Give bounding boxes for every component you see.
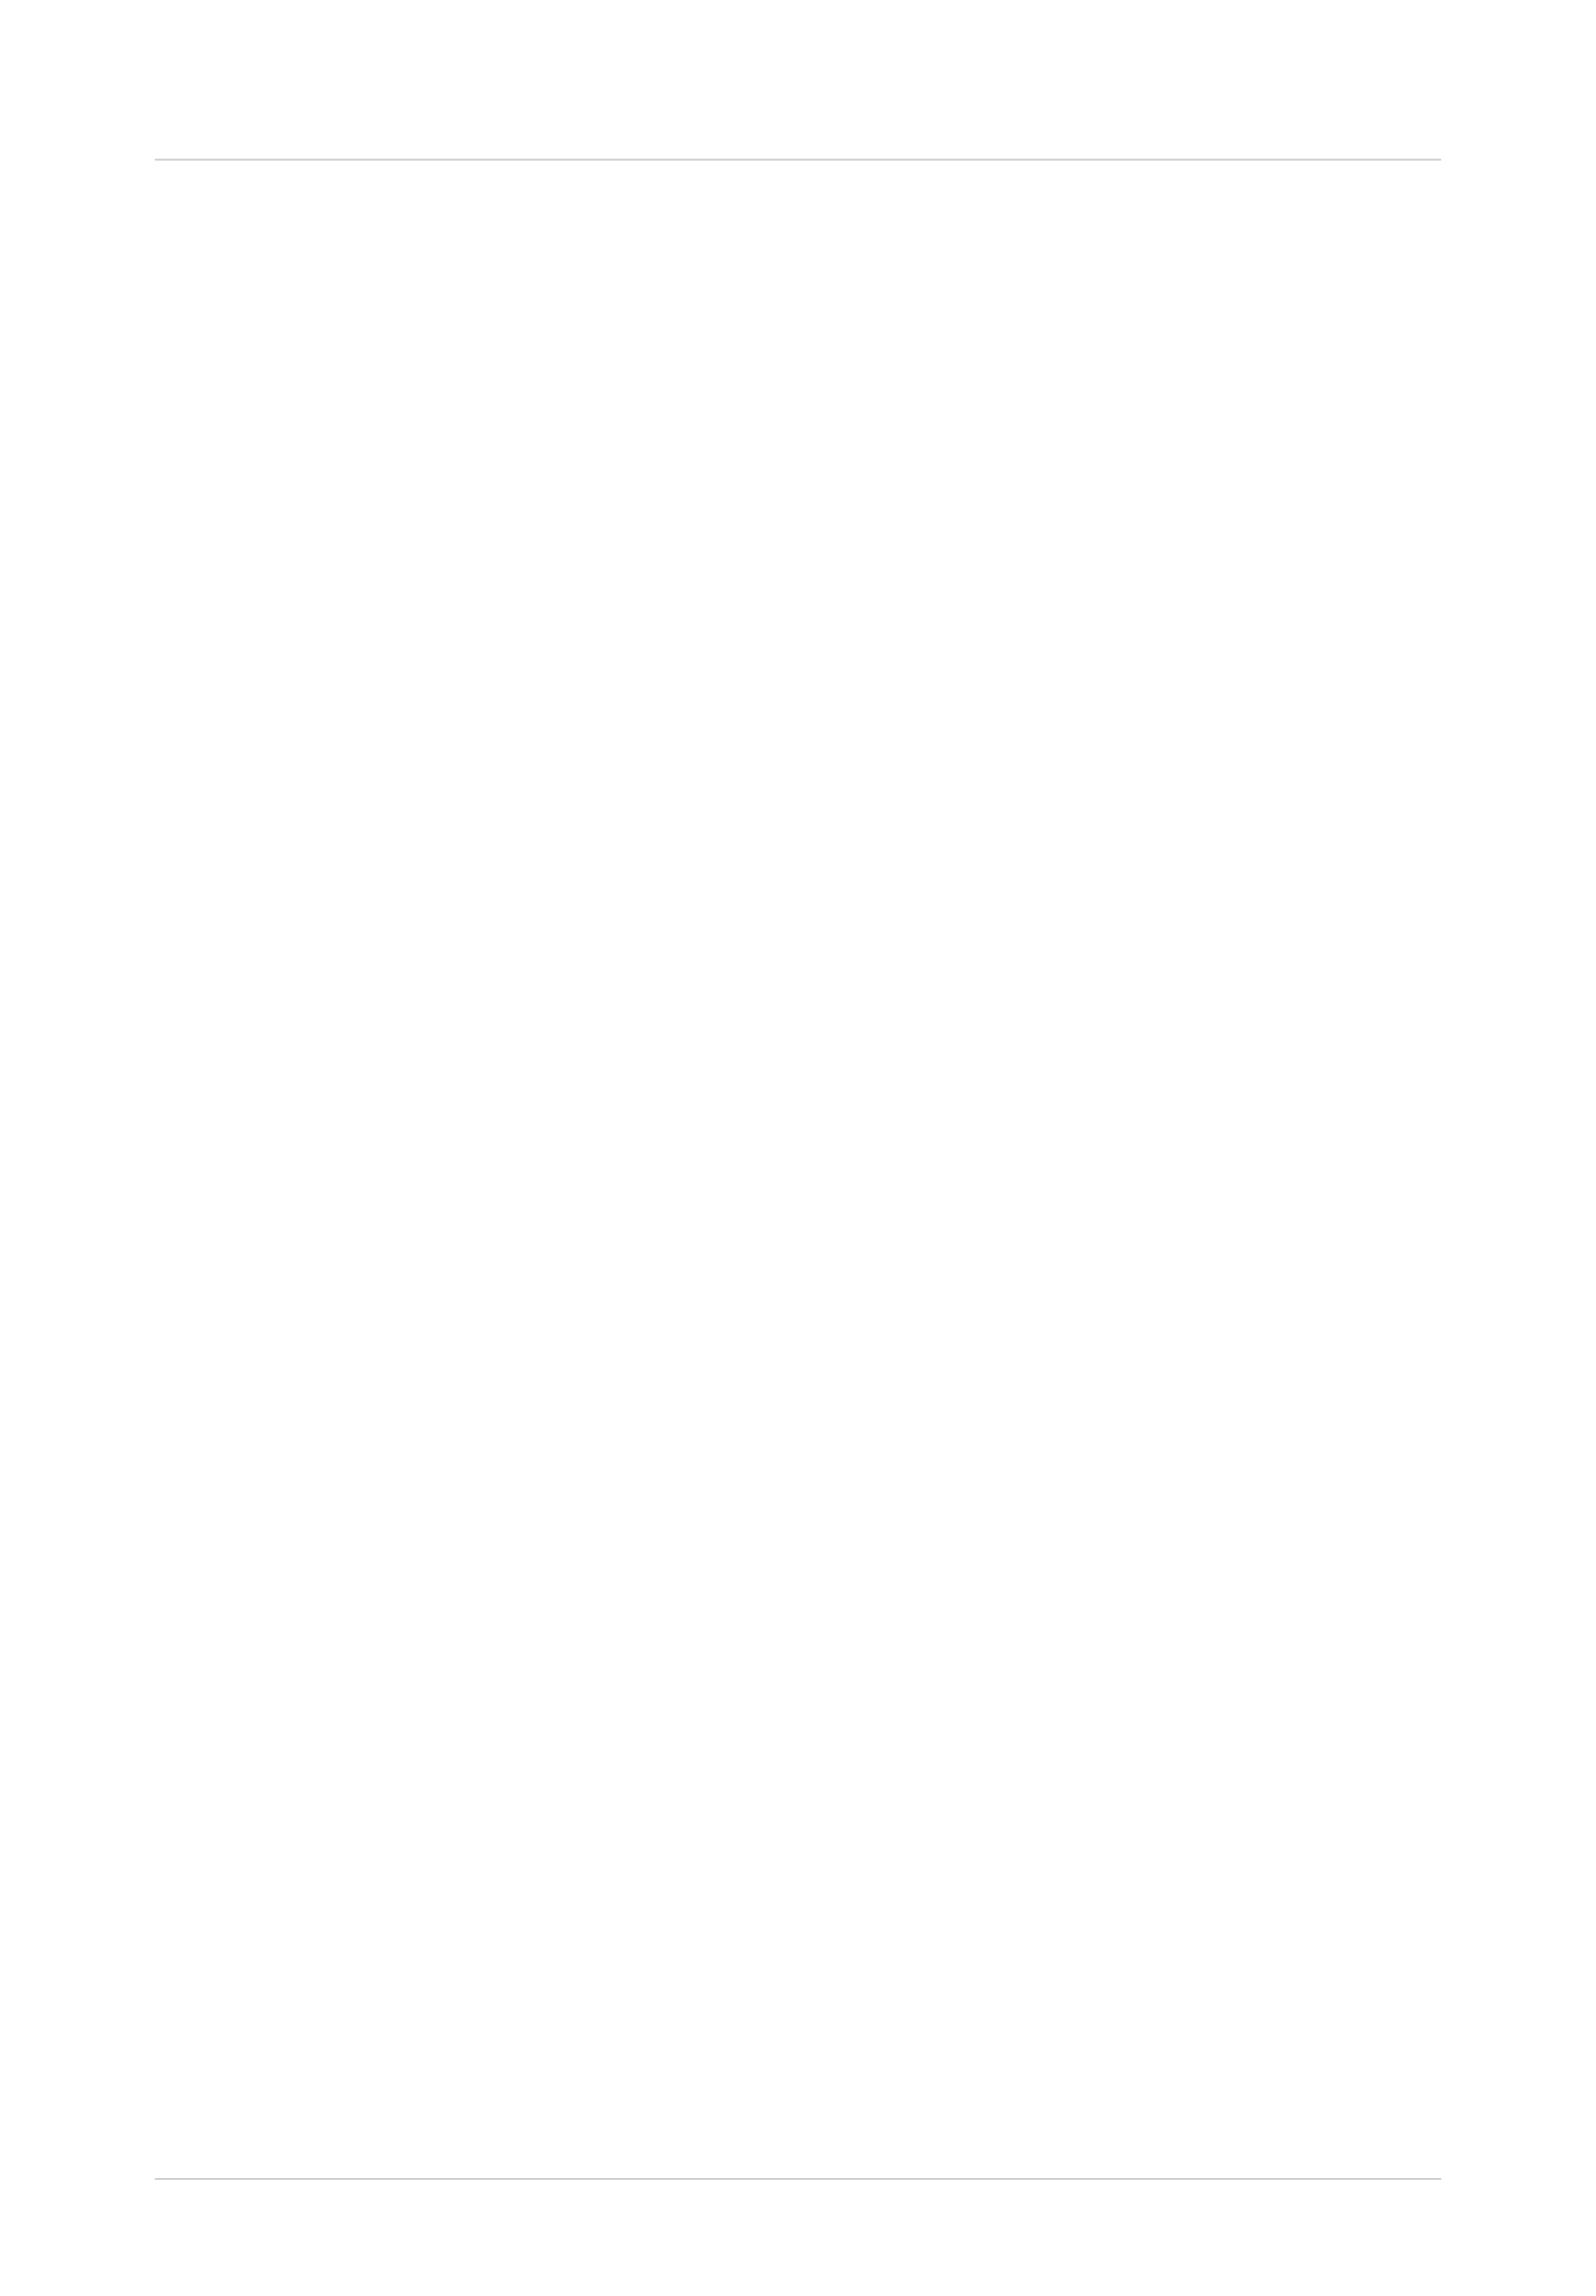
document-header bbox=[155, 135, 1441, 161]
document-footer bbox=[155, 2178, 1441, 2199]
